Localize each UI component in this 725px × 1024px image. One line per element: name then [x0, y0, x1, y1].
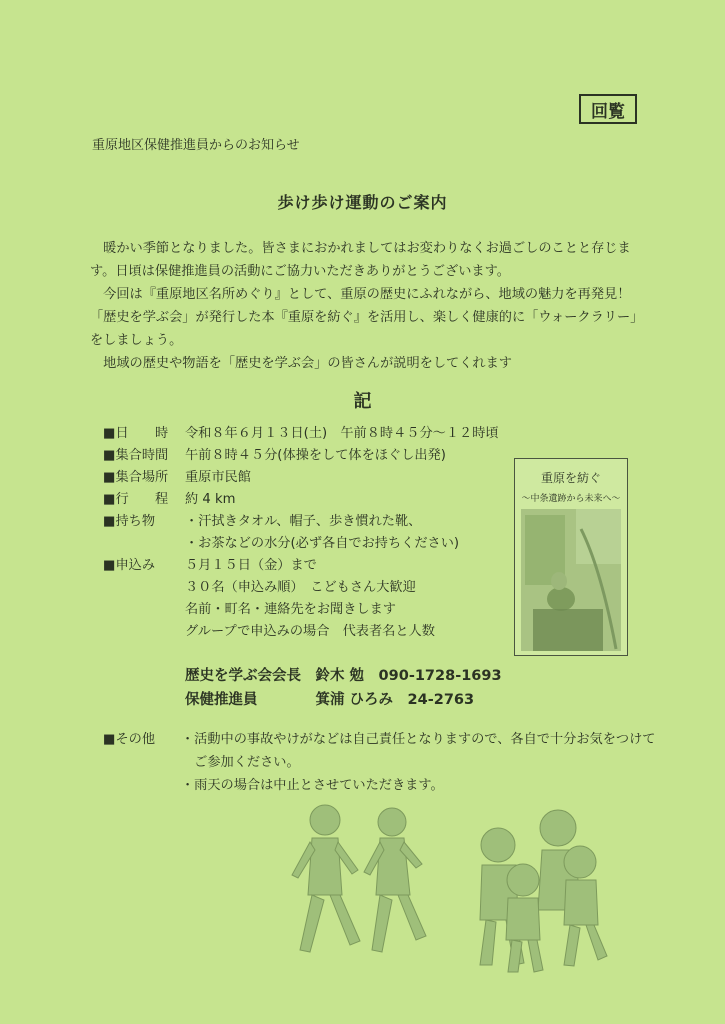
contact-line: 歴史を学ぶ会会長 鈴木 勉 090-1728-1693	[185, 668, 502, 684]
intro-paragraph: 暖かい季節となりました。皆さまにおかれましてはお変わりなくお過ごしのことと存じます。日頃は保健推進員の活動にご協力いただきありがとうございます。	[90, 241, 631, 279]
intro-paragraph: 今回は『重原地区名所めぐり』として、重原の歴史にふれながら、地域の魅力を再発見！「歴史を学ぶ会」が発行した本『重原を紡ぐ』を活用し、楽しく健康的に「ウォークラリー」をしましょう。	[90, 287, 637, 348]
detail-value: ３０名（申込み順） こどもさん大歓迎	[185, 580, 416, 595]
walking-people-illustration	[280, 800, 620, 975]
contact-block	[185, 664, 502, 712]
detail-label: ■集合場所	[103, 470, 169, 485]
detail-value: 約 4 km	[185, 492, 236, 507]
detail-label: ■申込み	[103, 558, 156, 573]
book-cover-image	[514, 458, 628, 656]
detail-value: 重原市民館	[185, 470, 251, 485]
detail-label: ■日 時	[103, 426, 169, 441]
detail-label: ■集合時間	[103, 448, 169, 463]
intro-text	[90, 237, 640, 375]
detail-label: ■行 程	[103, 492, 169, 507]
intro-paragraph: 地域の歴史や物語を「歴史を学ぶ会」の皆さんが説明をしてくれます	[90, 356, 512, 371]
book-title: 重原を紡ぐ	[540, 471, 601, 485]
contact-line: 保健推進員 箕浦 ひろみ 24-2763	[185, 692, 475, 708]
detail-value: ・汗拭きタオル、帽子、歩き慣れた靴、	[185, 514, 422, 529]
book-photo	[521, 509, 621, 651]
detail-value: ５月１５日（金）まで	[185, 558, 317, 573]
detail-label: ■その他	[103, 732, 156, 747]
sender-line: 重原地区保健推進員からのお知らせ	[92, 138, 300, 153]
detail-label: ■持ち物	[103, 514, 156, 529]
note-line: ご参加ください。	[181, 755, 300, 770]
detail-value: 令和８年６月１３日(土) 午前８時４５分〜１２時頃	[185, 426, 499, 441]
note-line: ・雨天の場合は中止とさせていただきます。	[181, 778, 444, 793]
note-line: ・活動中の事故やけがなどは自己責任となりますので、各自で十分お気をつけて	[181, 732, 656, 747]
book-subtitle: 〜中条遺跡から未来へ〜	[521, 494, 621, 504]
detail-value: 名前・町名・連絡先をお聞きします	[185, 602, 396, 617]
detail-value: 午前８時４５分(体操をして体をほぐし出発)	[185, 448, 446, 463]
circulation-stamp: 回覧	[579, 94, 637, 124]
detail-value: グループで申込みの場合 代表者名と人数	[185, 624, 435, 639]
ki-heading: 記	[353, 391, 372, 412]
page-title: 歩け歩け運動のご案内	[277, 193, 448, 212]
detail-value: ・お茶などの水分(必ず各自でお持ちください)	[185, 536, 460, 551]
